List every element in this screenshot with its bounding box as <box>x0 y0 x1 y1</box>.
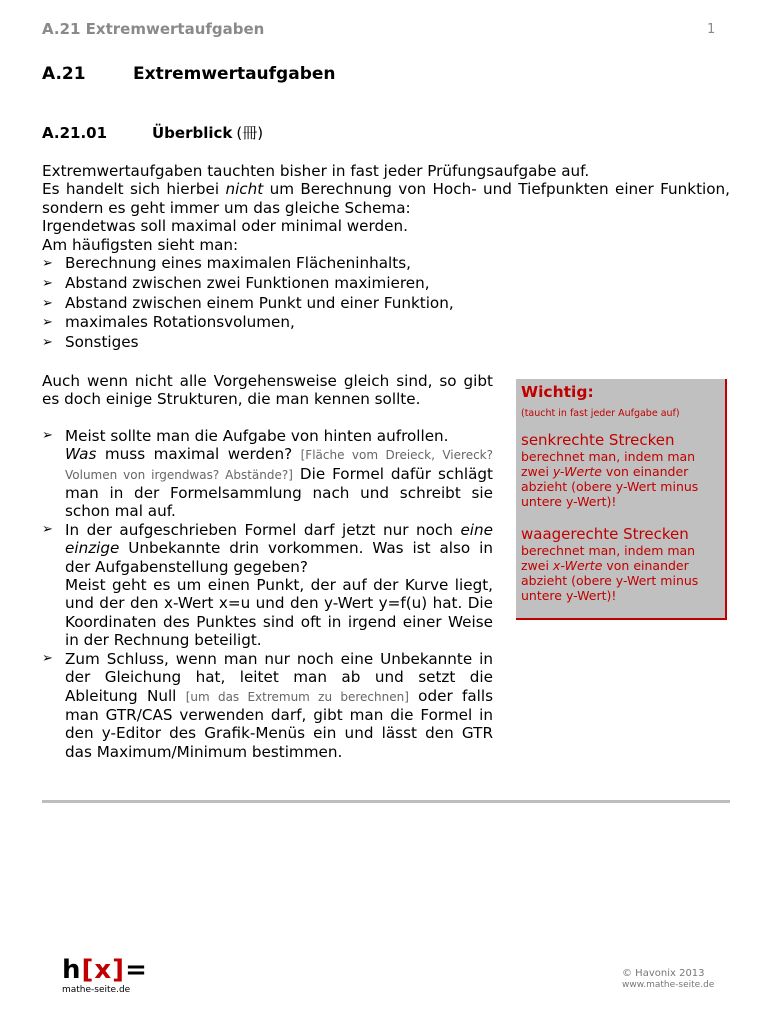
spacer <box>42 409 493 427</box>
note-text: [Fläche vom Dreieck, Viereck? Volumen von irgendwas? Abstände?] <box>65 448 493 482</box>
arrow-bullet-icon: ➢ <box>42 650 53 666</box>
footer-url: www.mathe-seite.de <box>622 980 715 990</box>
intro-block <box>42 162 730 353</box>
section-title: Überblick <box>152 124 233 142</box>
emphasis: eine einzige <box>65 520 493 558</box>
arrow-bullet-icon: ➢ <box>42 315 53 331</box>
emphasis: nicht <box>225 180 264 199</box>
arrow-bullet-icon: ➢ <box>42 521 53 537</box>
logo <box>62 955 148 996</box>
page-number: 1 <box>707 22 716 37</box>
emphasis: Was <box>65 445 97 464</box>
arrow-bullet-icon: ➢ <box>42 335 53 351</box>
step-item: ➢ Meist sollte man die Aufgabe von hinten aufrollen. Was muss maximal werden? [Fläche vom Dreieck, Viereck? Volumen von irgendwas? Abstände?] Die Formel dafür schlägt man in der Formelsammlung nach und schreibt sie schon mal auf. <box>42 426 493 521</box>
arrow-bullet-icon: ➢ <box>42 295 53 311</box>
step-item: ➢ In der aufgeschrieben Formel darf jetzt nur noch eine einzige Unbekannte drin vorkommen. Was ist also in der Aufgabenstellung gegeben? Meist geht es um einen Punkt, der auf der Kurve liegt, und der den x-Wert x=u und den y-Wert y=f(u) hat. Die Koordinaten des Punktes sind oft in irgend einer Weise in der Rechnung beteiligt. <box>42 520 493 650</box>
chapter-number: A.21 <box>42 64 86 84</box>
intro-line: Extremwertaufgaben tauchten bisher in fast jeder Prüfungsaufgabe auf. <box>42 162 590 180</box>
arrow-bullet-icon: ➢ <box>42 256 53 272</box>
chapter-heading <box>42 64 336 84</box>
difficulty-symbol: (冊) <box>236 124 264 142</box>
logo-site: mathe-seite.de <box>62 985 131 995</box>
box-subtitle: (taucht in fast jeder Aufgabe auf) <box>521 408 680 419</box>
running-title: A.21 Extremwertaufgaben <box>42 20 265 38</box>
arrow-bullet-icon: ➢ <box>42 275 53 291</box>
list-item: ➢ Abstand zwischen zwei Funktionen maximieren, <box>42 273 430 292</box>
step-item: ➢ Zum Schluss, wenn man nur noch eine Unbekannte in der Gleichung hat, leitet man ab und setzt die Ableitung Null [um das Extremum zu berechnen] oder falls man GTR/CAS verwenden darf, gibt man die Formel in den y-Editor des Grafik-Menüs ein und lässt den GTR das Maximum/Minimum bestimmen. <box>42 649 493 761</box>
horizontal-text: berechnet man, indem man zwei x-Werte von einander abzieht (obere y-Wert minus untere y-Wert)! <box>521 543 699 603</box>
list-item: ➢ Berechnung eines maximalen Flächeninhalts, <box>42 254 411 273</box>
vertical-heading: senkrechte Strecken <box>521 431 675 449</box>
structures-lead: Auch wenn nicht alle Vorgehensweise gleich sind, so gibt es doch einige Strukturen, die man kennen sollte. <box>42 372 493 409</box>
list-item: ➢ maximales Rotationsvolumen, <box>42 313 295 332</box>
horizontal-heading: waagerechte Strecken <box>521 525 689 543</box>
copyright: © Havonix 2013 <box>622 968 705 979</box>
intro-paragraph: Es handelt sich hierbei nicht um Berechnung von Hoch- und Tiefpunkten einer Funktion, sondern es geht immer um das gleiche Schema: <box>42 180 730 217</box>
vertical-text: berechnet man, indem man zwei y-Werte von einander abzieht (obere y-Wert minus untere y-Wert)! <box>521 449 699 509</box>
note-text: [um das Extremum zu berechnen] <box>185 689 409 704</box>
logo-mark: h[x]= <box>62 955 148 985</box>
arrow-bullet-icon: ➢ <box>42 427 53 443</box>
chapter-title: Extremwertaufgaben <box>133 64 336 84</box>
list-item: ➢ Sonstiges <box>42 333 139 352</box>
intro-line: Irgendetwas soll maximal oder minimal werden. <box>42 217 408 236</box>
section-number: A.21.01 <box>42 124 108 142</box>
spacer <box>521 509 719 525</box>
box-title: Wichtig: <box>521 383 594 401</box>
intro-line: Am häufigsten sieht man: <box>42 235 239 254</box>
important-box <box>516 379 727 620</box>
structures-column <box>42 372 493 761</box>
steps-list <box>42 427 493 761</box>
examples-list <box>42 254 730 353</box>
section-heading <box>42 122 263 143</box>
list-item: ➢ Abstand zwischen einem Punkt und einer Funktion, <box>42 293 454 312</box>
copyright-block <box>622 968 714 990</box>
divider <box>42 800 730 803</box>
